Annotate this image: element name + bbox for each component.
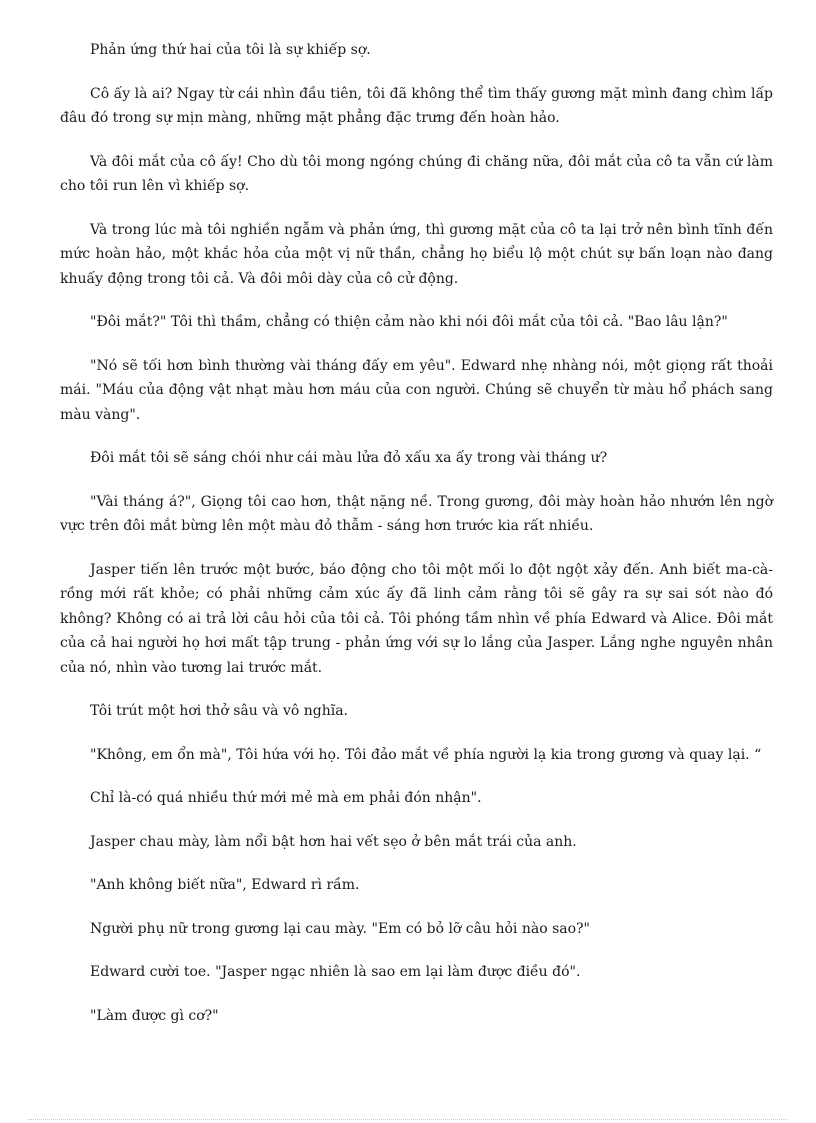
paragraph: "Nó sẽ tối hơn bình thường vài tháng đấy em yêu". Edward nhẹ nhàng nói, một giọng rất thoải mái. "Máu của động vật nhạt màu hơn máu của con người. Chúng sẽ chuyển từ màu hổ phách sang màu vàng". [60,357,773,423]
page-bottom-divider [28,1119,788,1120]
paragraph: "Anh không biết nữa", Edward rì rầm. [90,877,360,893]
paragraph: Đôi mắt tôi sẽ sáng chói như cái màu lửa đỏ xấu xa ấy trong vài tháng ư? [90,450,608,466]
paragraph: "Vài tháng á?", Giọng tôi cao hơn, thật nặng nề. Trong gương, đôi mày hoàn hảo nhướn lên ngờ vực trên đôi mắt bừng lên một màu đỏ thẫm - sáng hơn trước kia rất nhiều. [60,493,773,534]
paragraph: Người phụ nữ trong gương lại cau mày. "Em có bỏ lỡ câu hỏi nào sao?" [90,920,590,937]
paragraph: Và đôi mắt của cô ấy! Cho dù tôi mong ngóng chúng đi chăng nữa, đôi mắt của cô ta vẫn cứ làm cho tôi run lên vì khiếp sợ. [60,153,773,194]
document-page [60,38,773,1047]
paragraph: "Làm được gì cơ?" [90,1007,219,1024]
paragraph: Jasper tiến lên trước một bước, báo động cho tôi một mối lo đột ngột xảy đến. Anh biết ma-cà-rồng mới rất khỏe; có phải những cảm xúc ấy đã linh cảm rằng tôi sẽ gây ra sự sai sót nào đó không? Không có ai trả lời câu hỏi của tôi cả. Tôi phóng tầm nhìn về phía Edward và Alice. Đôi mắt của cả hai người họ hơi mất tập trung - phản ứng với sự lo lắng của Jasper. Lắng nghe nguyên nhân của nó, nhìn vào tương lai trước mắt. [60,561,773,676]
paragraph: "Không, em ổn mà", Tôi hứa với họ. Tôi đảo mắt về phía người lạ kia trong gương và quay lại. “ [90,746,762,763]
paragraph: Tôi trút một hơi thở sâu và vô nghĩa. [90,703,349,719]
paragraph: Và trong lúc mà tôi nghiền ngẫm và phản ứng, thì gương mặt của cô ta lại trở nên bình tĩnh đến mức hoàn hảo, một khắc hỏa của một vị nữ thần, chẳng họ biểu lộ một chút sự bấn loạn nào đang khuấy động trong tôi cả. Và đôi môi dày của cô cử động. [60,221,773,287]
paragraph: Edward cười toe. "Jasper ngạc nhiên là sao em lại làm được điều đó". [90,964,581,980]
paragraph: Chỉ là-có quá nhiều thứ mới mẻ mà em phải đón nhận". [90,790,482,806]
paragraph: Cô ấy là ai? Ngay từ cái nhìn đầu tiên, tôi đã không thể tìm thấy gương mặt mình đang chìm lấp đâu đó trong sự mịn màng, những mặt phẳng đặc trưng đến hoàn hảo. [60,85,773,126]
paragraph: "Đôi mắt?" Tôi thì thầm, chẳng có thiện cảm nào khi nói đôi mắt của tôi cả. "Bao lâu lận?" [90,314,728,330]
paragraph: Phản ứng thứ hai của tôi là sự khiếp sợ. [90,42,371,58]
paragraph: Jasper chau mày, làm nổi bật hơn hai vết sẹo ở bên mắt trái của anh. [90,833,577,850]
